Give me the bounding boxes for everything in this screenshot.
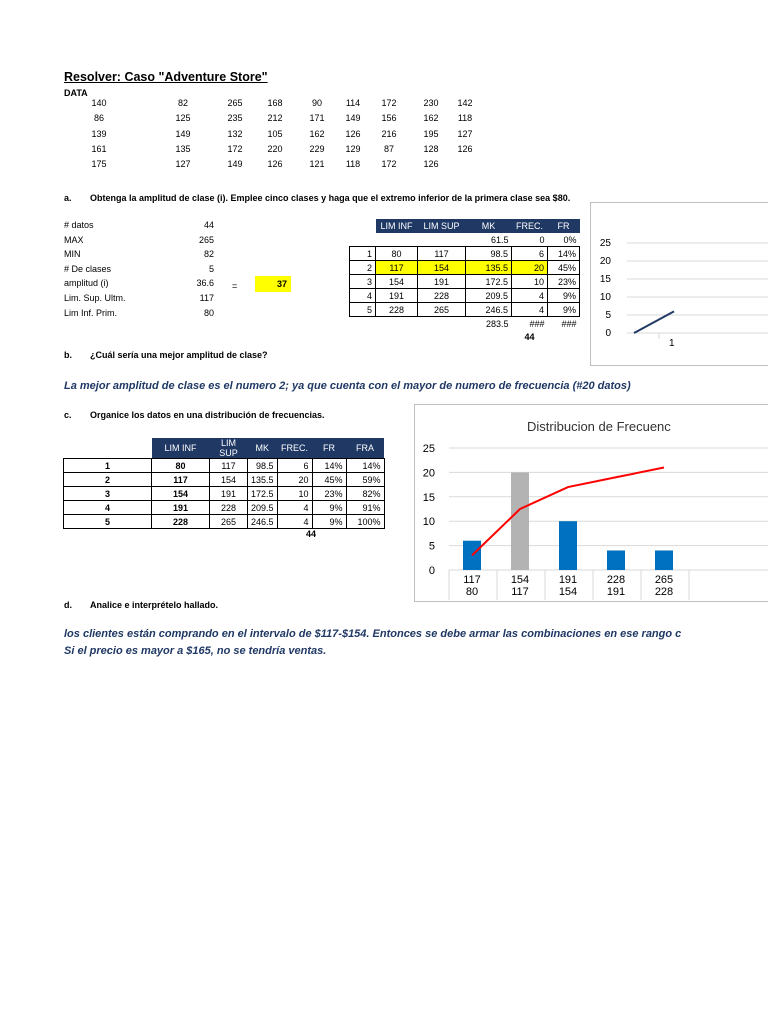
data-cell: 172 [227, 143, 243, 154]
col-mk: MK [248, 438, 278, 459]
bar [559, 521, 577, 570]
cell-fra: 59% [346, 473, 384, 487]
data-cell: 128 [423, 143, 439, 154]
cell-frec: 10 [512, 275, 548, 289]
amplitud-rounded: 37 [255, 276, 291, 292]
cell-lim-sup: 154 [418, 261, 466, 275]
data-cell: 132 [227, 128, 243, 139]
cell-mk: 246.5 [248, 515, 278, 529]
cell-lim-inf: 80 [152, 459, 210, 473]
answer-d-line-2: Si el precio es mayor a $165, no se tendría ventas. [64, 645, 327, 657]
question-d-text: Analice e interprételo hallado. [90, 600, 219, 610]
table-row-total [350, 330, 580, 343]
question-c-letter: c. [64, 410, 72, 420]
col-frec: FREC. [277, 438, 312, 459]
chart-big-svg [415, 405, 768, 601]
y-tick-label: 20 [599, 256, 611, 267]
data-cell: 121 [309, 159, 325, 170]
col-fr: FR [548, 219, 580, 233]
cell-lim-inf: 117 [152, 473, 210, 487]
data-cell: 212 [267, 113, 283, 124]
x-tick-label: 1 [669, 338, 675, 349]
cell-frec: 4 [512, 303, 548, 317]
y-tick-label: 10 [422, 516, 435, 529]
chart-distribution [414, 404, 768, 602]
question-b-text: ¿Cuál sería una mejor amplitud de clase? [90, 350, 268, 360]
data-cell: 149 [175, 128, 191, 139]
x-tick-label-top: 154 [510, 574, 530, 586]
data-cell: 220 [267, 143, 283, 154]
cell-mk: 246.5 [466, 303, 512, 317]
stat-value: 117 [199, 293, 214, 303]
blank-cell [376, 317, 418, 331]
stat-label: # De clases [64, 263, 112, 274]
col-frec: FREC. [512, 219, 548, 233]
cell-index: 1 [64, 459, 152, 473]
col-lim-inf: LIM INF [152, 438, 210, 459]
cell-lim-sup: 265 [418, 303, 466, 317]
cell-index: 3 [64, 487, 152, 501]
cell-lim-inf: 228 [152, 515, 210, 529]
cell-fr: 0% [563, 234, 577, 245]
data-cell: 172 [381, 159, 397, 170]
data-cell: 161 [91, 143, 107, 154]
cell-fr: 23% [312, 487, 346, 501]
cell-lim-inf: 154 [376, 275, 418, 289]
blank-cell [466, 330, 512, 343]
y-tick-label: 5 [428, 540, 435, 553]
stat-value: 5 [208, 263, 214, 274]
data-cell: 126 [423, 159, 439, 170]
x-tick-label-bottom: 80 [465, 586, 479, 598]
table-row [64, 459, 385, 473]
stat-value: 82 [203, 249, 214, 260]
cell-frec: 4 [277, 515, 312, 529]
cell-fr: 9% [548, 303, 580, 317]
table-row [350, 261, 580, 275]
y-tick-label: 0 [428, 565, 435, 577]
cell-frec: 6 [512, 247, 548, 261]
data-cell: 86 [93, 113, 104, 124]
data-cell: 126 [345, 128, 361, 139]
cell-mk: 283.5 [485, 318, 509, 329]
table-row [64, 515, 385, 529]
cell-fra: 14% [346, 459, 384, 473]
table-row [350, 289, 580, 303]
data-cell: 172 [381, 98, 397, 108]
data-cell: 149 [227, 159, 243, 170]
blank-cell [418, 317, 466, 331]
data-cell: 149 [345, 113, 361, 124]
stat-label: Lim. Sup. Ultm. [64, 293, 126, 303]
data-cell: 195 [423, 128, 439, 139]
cell-fr: 9% [312, 515, 346, 529]
data-cell: 175 [91, 159, 107, 170]
table-row-post [350, 317, 580, 331]
data-cell: 265 [227, 98, 243, 108]
x-tick-label-top: 117 [463, 574, 481, 586]
question-a-letter: a. [64, 193, 72, 203]
cell-fr: 45% [312, 473, 346, 487]
table-row [350, 303, 580, 317]
data-cell: 127 [175, 159, 191, 170]
data-cell: 229 [309, 143, 325, 154]
stat-value: 265 [198, 234, 214, 245]
table2-total: 44 [306, 529, 317, 539]
cell-lim-sup: 117 [210, 459, 248, 473]
cell-fr: ### [561, 318, 577, 329]
stat-label: Lim Inf. Prim. [64, 307, 118, 318]
data-cell: 118 [345, 159, 361, 170]
cell-lim-sup: 228 [418, 289, 466, 303]
question-a-text: Obtenga la amplitud de clase (i). Emplee cinco clases y haga que el extremo inferior de la primera clase sea $80. [90, 193, 571, 203]
data-cell: 87 [383, 143, 394, 154]
cell-mk: 98.5 [466, 247, 512, 261]
cell-frec: 0 [539, 234, 545, 245]
x-tick-label-bottom: 154 [558, 586, 578, 598]
data-cell: 162 [309, 128, 325, 139]
y-tick-label: 20 [422, 467, 435, 480]
y-tick-label: 25 [422, 443, 435, 455]
blank-cell [548, 330, 580, 343]
cell-mk: 135.5 [248, 473, 278, 487]
data-cell: 168 [267, 98, 283, 108]
frequency-table-1 [349, 219, 580, 343]
cell-mk: 172.5 [248, 487, 278, 501]
cell-index: 5 [350, 303, 376, 317]
cell-lim-inf: 80 [376, 247, 418, 261]
cell-lim-inf: 191 [152, 501, 210, 515]
x-tick-label-bottom: 191 [606, 586, 626, 598]
table-row [64, 501, 385, 515]
cell-fr: 9% [312, 501, 346, 515]
stat-label: MIN [64, 249, 81, 260]
cell-mk: 61.5 [490, 234, 509, 245]
y-tick-label: 5 [605, 310, 611, 321]
data-cell: 135 [175, 143, 191, 154]
y-tick-label: 15 [422, 491, 435, 504]
col-lim-sup: LIM SUP [210, 438, 248, 459]
cell-frec: 6 [277, 459, 312, 473]
stat-label: MAX [64, 234, 84, 245]
x-tick-label-bottom: 228 [654, 586, 674, 598]
data-cell: 118 [457, 113, 473, 124]
question-d-letter: d. [64, 600, 72, 610]
bar [607, 550, 625, 570]
cell-fr: 14% [312, 459, 346, 473]
table-row [64, 473, 385, 487]
cell-lim-sup: 265 [210, 515, 248, 529]
table-header-row [350, 219, 580, 233]
y-tick-label: 10 [599, 292, 611, 303]
cell-index: 1 [350, 247, 376, 261]
data-cell: 142 [457, 98, 473, 108]
cell-index: 2 [64, 473, 152, 487]
col-mk: MK [466, 219, 512, 233]
table-row [64, 487, 385, 501]
x-tick-label-top: 191 [558, 574, 578, 586]
data-label: DATA [64, 88, 88, 98]
cell-fr: 45% [548, 261, 580, 275]
cell-fra: 82% [346, 487, 384, 501]
cell-index: 5 [64, 515, 152, 529]
cell-index: 2 [350, 261, 376, 275]
answer-d-line-1: los clientes están comprando en el intervalo de $117-$154. Entonces se debe armar las combinaciones en ese rango c [64, 628, 682, 640]
data-cell: 139 [91, 128, 107, 139]
cell-mk: 98.5 [248, 459, 278, 473]
cell-total: 44 [524, 331, 535, 342]
data-cell: 114 [345, 98, 361, 108]
col-lim-sup: LIM SUP [418, 219, 466, 233]
x-tick-label-top: 265 [654, 574, 674, 586]
stat-value: 36.6 [196, 278, 214, 289]
stat-label: amplitud (i) [64, 278, 109, 289]
data-cell: 127 [457, 128, 473, 139]
cell-lim-sup: 228 [210, 501, 248, 515]
blank-cell [350, 330, 376, 343]
cell-lim-inf: 191 [376, 289, 418, 303]
cell-fra: 100% [346, 515, 384, 529]
data-cell: 126 [267, 159, 283, 170]
answer-b: La mejor amplitud de clase es el numero 2; ya que cuenta con el mayor de numero de frecuencia (#20 datos) [64, 380, 631, 392]
table-header-row [64, 438, 385, 459]
data-cell: 126 [457, 143, 473, 154]
data-cell: 105 [267, 128, 283, 139]
cell-lim-inf: 228 [376, 303, 418, 317]
chart-small-svg [591, 203, 768, 365]
blank-cell [418, 330, 466, 343]
cell-lim-sup: 154 [210, 473, 248, 487]
data-cell: 90 [311, 98, 322, 108]
cell-lim-sup: 191 [210, 487, 248, 501]
bar [655, 550, 673, 570]
cell-index: 3 [350, 275, 376, 289]
cell-lim-sup: 117 [418, 247, 466, 261]
table-row [350, 275, 580, 289]
cell-mk: 172.5 [466, 275, 512, 289]
data-cell: 156 [381, 113, 397, 124]
cell-index: 4 [64, 501, 152, 515]
data-cell: 140 [91, 98, 107, 108]
stat-label: # datos [64, 220, 94, 230]
table-row [350, 247, 580, 261]
x-tick-label-bottom: 117 [511, 586, 529, 598]
col-fr: FR [312, 438, 346, 459]
question-b-letter: b. [64, 350, 72, 360]
stat-value: 44 [203, 220, 214, 230]
cell-frec: 4 [277, 501, 312, 515]
chart-title: Distribucion de Frecuenc [527, 419, 671, 434]
cell-frec: ### [529, 318, 545, 329]
y-tick-label: 15 [599, 274, 611, 285]
data-cell: 171 [309, 113, 325, 124]
cell-fr: 14% [548, 247, 580, 261]
frequency-table-2 [63, 438, 385, 529]
data-cell: 162 [423, 113, 439, 124]
cell-frec: 20 [277, 473, 312, 487]
chart-line-small [590, 202, 768, 366]
cell-mk: 135.5 [466, 261, 512, 275]
bar [511, 472, 529, 570]
data-cell: 216 [381, 128, 397, 139]
data-cell: 125 [175, 113, 191, 124]
data-cell: 230 [423, 98, 439, 108]
question-c-text: Organice los datos en una distribución de frecuencias. [90, 410, 325, 420]
page-title: Resolver: Caso "Adventure Store" [64, 70, 268, 84]
y-tick-label: 0 [605, 328, 611, 339]
cell-frec: 20 [512, 261, 548, 275]
cell-lim-sup: 191 [418, 275, 466, 289]
x-tick-label-top: 228 [606, 574, 626, 586]
data-cell: 235 [227, 113, 243, 124]
blank-cell [350, 317, 376, 331]
data-cell: 82 [177, 98, 188, 108]
cell-frec: 4 [512, 289, 548, 303]
col-lim-inf: LIM INF [376, 219, 418, 233]
cell-lim-inf: 154 [152, 487, 210, 501]
cell-fr: 23% [548, 275, 580, 289]
cell-mk: 209.5 [248, 501, 278, 515]
amplitud-equals: = [232, 281, 238, 291]
cell-lim-inf: 117 [376, 261, 418, 275]
y-tick-label: 25 [599, 238, 611, 249]
cell-fr: 9% [548, 289, 580, 303]
col-fra: FRA [346, 438, 384, 459]
stat-value: 80 [203, 307, 214, 318]
cell-frec: 10 [277, 487, 312, 501]
data-cell: 129 [345, 143, 361, 154]
blank-cell [376, 330, 418, 343]
table-row-pre [350, 233, 580, 247]
cell-mk: 209.5 [466, 289, 512, 303]
cell-fra: 91% [346, 501, 384, 515]
cell-index: 4 [350, 289, 376, 303]
